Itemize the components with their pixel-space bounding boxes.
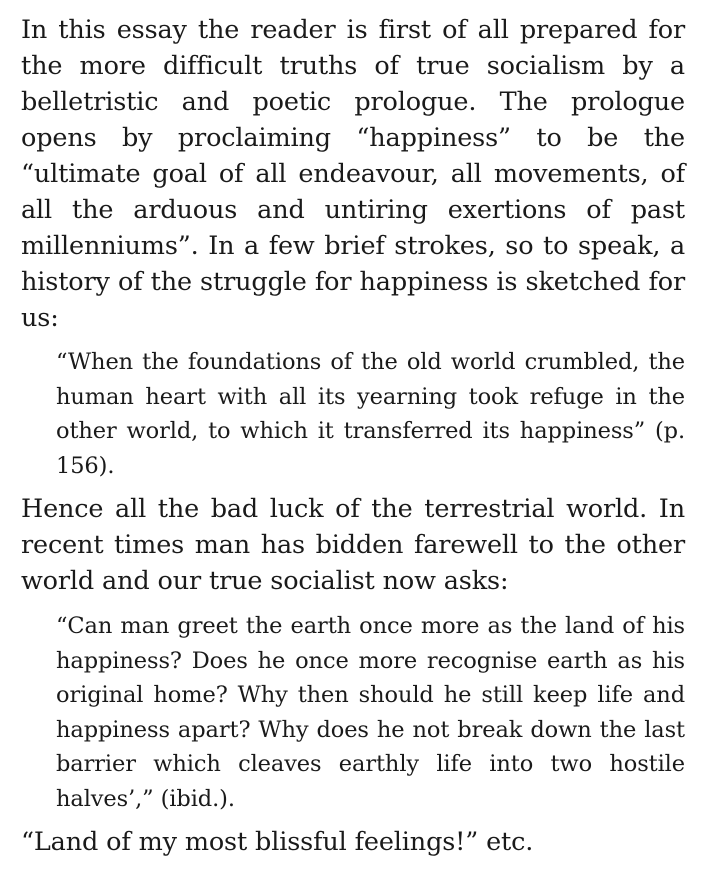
- block-quote: “When the foundations of the old world crumbled, the human heart with all its yearning took refuge in the other world, to which it transferred its happiness” (p. 156).: [56, 349, 685, 479]
- body-paragraph: Hence all the bad luck of the terrestrial world. In recent times man has bidden farewell to the other world and our true socialist now asks:: [21, 494, 685, 596]
- body-paragraph: In this essay the reader is first of all prepared for the more difficult truths of true socialism by a belletristic and poetic prologue. The prologue opens by proclaiming “happiness” to be the “ultimate goal of all endeavour, all movements, of all the arduous and untiring exertions of past millenniums”. In a few brief strokes, so to speak, a history of the struggle for happiness is sketched for us:: [21, 15, 685, 333]
- block-quote: “Can man greet the earth once more as the land of his happiness? Does he once more recognise earth as his original home? Why then should he still keep life and happiness apart? Why does he not break down the last barrier which cleaves earthly life into two hostile halves’,” (ibid.).: [56, 613, 685, 812]
- body-paragraph: “Land of my most blissful feelings!” etc.: [21, 827, 534, 857]
- document-page: [21, 12, 685, 860]
